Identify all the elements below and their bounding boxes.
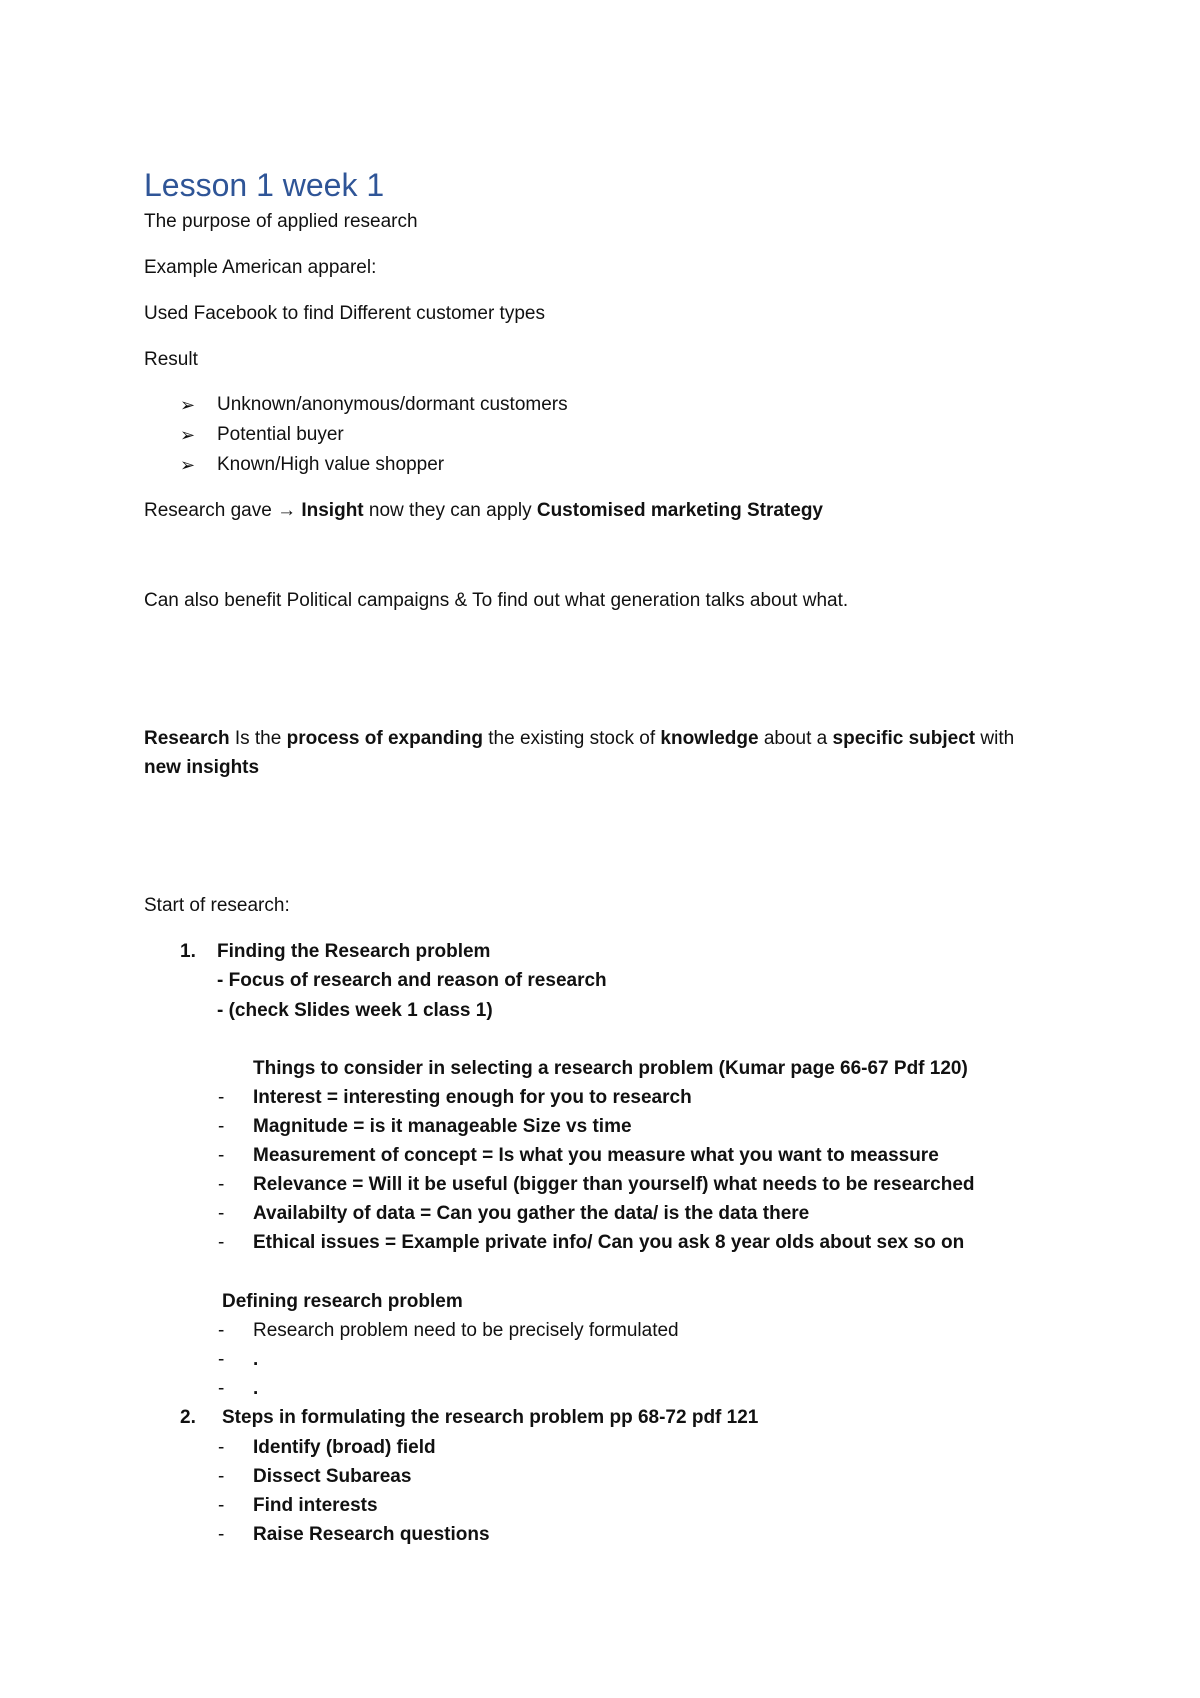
consideration-item: Relevance = Will it be useful (bigger than yourself) what needs to be researched [253, 1174, 975, 1195]
consideration-item: Magnitude = is it manageable Size vs time [253, 1116, 632, 1137]
dash-bullet: - [218, 1174, 225, 1195]
consideration-item: Availabilty of data = Can you gather the data/ is the data there [253, 1203, 810, 1224]
definition-text: the existing stock of [482, 728, 661, 749]
dash-bullet: - [218, 1378, 225, 1399]
definition-bold: specific subject [832, 728, 976, 749]
dash-bullet: - [218, 1087, 225, 1108]
step-number: 1. [180, 941, 196, 962]
result-label: Result [144, 349, 198, 370]
definition-text: with [975, 728, 1015, 749]
dash-bullet: - [218, 1320, 225, 1341]
result-item: Unknown/anonymous/dormant customers [217, 394, 568, 415]
purpose-text: The purpose of applied research [144, 211, 418, 232]
consideration-item: Interest = interesting enough for you to research [253, 1087, 692, 1108]
dash-bullet: - [218, 1232, 225, 1253]
result-item: Potential buyer [217, 424, 344, 445]
step2-item: Find interests [253, 1495, 378, 1516]
dash-bullet: - [218, 1203, 225, 1224]
example-text: Example American apparel: [144, 257, 377, 278]
definition-text: about a [758, 728, 833, 749]
insight-text-2: now they can apply [363, 500, 537, 521]
step1-sub: - Focus of research and reason of research [217, 970, 607, 991]
insight-word: Insight [301, 500, 364, 521]
right-arrow-icon: → [277, 500, 297, 521]
benefit-text: Can also benefit Political campaigns & To find out what generation talks about what. [144, 590, 849, 611]
strategy-phrase: Customised marketing Strategy [536, 500, 823, 521]
used-text: Used Facebook to find Different customer types [144, 303, 545, 324]
dash-bullet: - [218, 1145, 225, 1166]
arrow-bullet-icon: ➢ [180, 395, 196, 415]
arrow-bullet-icon: ➢ [180, 455, 196, 475]
consider-heading: Things to consider in selecting a research problem (Kumar page 66-67 Pdf 120) [253, 1058, 968, 1079]
step2-item: Dissect Subareas [253, 1466, 412, 1487]
dash-bullet: - [218, 1466, 225, 1487]
step2-item: Raise Research questions [253, 1524, 490, 1545]
defining-item: . [253, 1349, 259, 1370]
step2-item: Identify (broad) field [253, 1437, 436, 1458]
defining-item: . [253, 1378, 259, 1399]
definition-bold: Research [144, 728, 230, 749]
dash-bullet: - [218, 1495, 225, 1516]
definition-text: Is the [229, 728, 287, 749]
dash-bullet: - [218, 1116, 225, 1137]
step-number: 2. [180, 1407, 196, 1428]
definition-line-2: new insights [144, 757, 260, 778]
step1-heading: Finding the Research problem [217, 941, 491, 962]
step2-heading: Steps in formulating the research problem pp 68-72 pdf 121 [222, 1407, 759, 1428]
dash-bullet: - [218, 1349, 225, 1370]
insight-text-1: Research gave [144, 500, 278, 521]
start-label: Start of research: [144, 895, 290, 916]
consideration-item: Ethical issues = Example private info/ Can you ask 8 year olds about sex so on [253, 1232, 965, 1253]
dash-bullet: - [218, 1524, 225, 1545]
defining-item: Research problem need to be precisely formulated [253, 1320, 679, 1341]
definition-line-1 [144, 727, 1014, 751]
insight-line [144, 499, 823, 523]
dash-bullet: - [218, 1437, 225, 1458]
definition-bold: knowledge [660, 728, 759, 749]
consideration-item: Measurement of concept = Is what you measure what you want to meassure [253, 1145, 939, 1166]
arrow-bullet-icon: ➢ [180, 425, 196, 445]
step1-sub: - (check Slides week 1 class 1) [217, 1000, 493, 1021]
result-item: Known/High value shopper [217, 454, 445, 475]
defining-heading: Defining research problem [222, 1291, 463, 1312]
page-title: Lesson 1 week 1 [144, 167, 385, 203]
definition-bold: process of expanding [286, 728, 483, 749]
